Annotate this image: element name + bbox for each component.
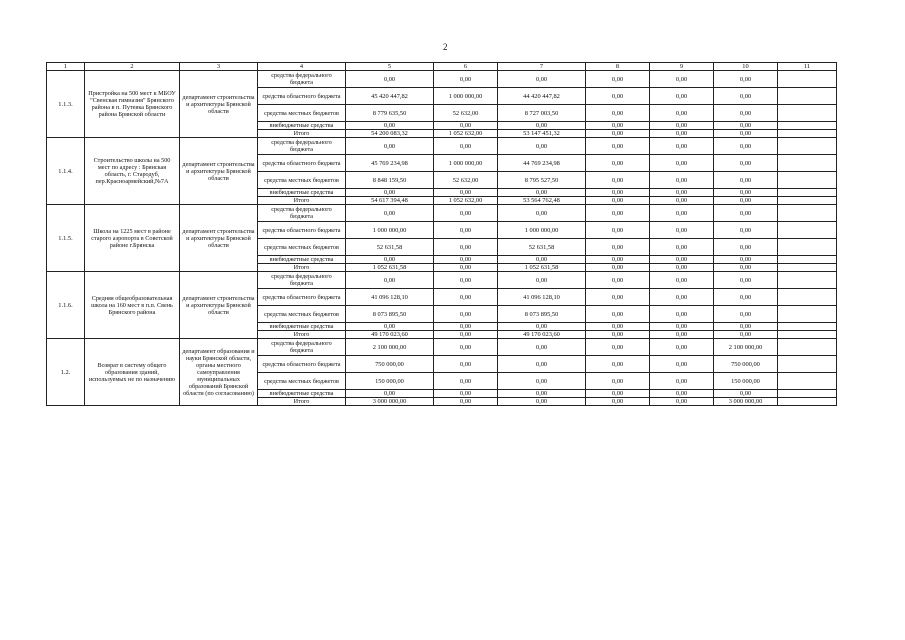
amount-cell: 0,00	[434, 390, 498, 398]
table-row	[47, 71, 837, 88]
funding-source: средства местных бюджетов	[258, 172, 346, 189]
amount-cell: 0,00	[586, 88, 650, 105]
amount-cell: 0,00	[434, 71, 498, 88]
measure-code: 1.1.3.	[47, 71, 85, 138]
funding-source: средства местных бюджетов	[258, 105, 346, 122]
amount-cell: 0,00	[498, 390, 586, 398]
amount-cell: 0,00	[714, 331, 778, 339]
column-number: 5	[346, 63, 434, 71]
funding-source: средства федерального бюджета	[258, 71, 346, 88]
amount-cell: 52 632,00	[434, 172, 498, 189]
funding-source: Итого	[258, 264, 346, 272]
column-number: 10	[714, 63, 778, 71]
amount-cell: 0,00	[714, 205, 778, 222]
column-number: 6	[434, 63, 498, 71]
amount-cell: 0,00	[714, 71, 778, 88]
measure-code: 1.1.5.	[47, 205, 85, 272]
funding-source: внебюджетные средства	[258, 323, 346, 331]
funding-source: внебюджетные средства	[258, 390, 346, 398]
table-row	[47, 339, 837, 356]
amount-cell: 0,00	[714, 239, 778, 256]
responsible-executor: департамент строительства и архитектуры Брянской области	[180, 71, 258, 138]
amount-cell: 54 617 394,48	[346, 197, 434, 205]
amount-cell: 0,00	[586, 264, 650, 272]
amount-cell: 0,00	[346, 122, 434, 130]
amount-cell: 0,00	[650, 172, 714, 189]
amount-cell: 54 200 083,32	[346, 130, 434, 138]
funding-source: средства федерального бюджета	[258, 339, 346, 356]
amount-cell: 45 420 447,82	[346, 88, 434, 105]
amount-cell: 0,00	[434, 122, 498, 130]
amount-cell: 0,00	[714, 289, 778, 306]
amount-cell: 0,00	[434, 189, 498, 197]
amount-cell: 0,00	[586, 256, 650, 264]
amount-cell: 1 000 000,00	[498, 222, 586, 239]
amount-cell: 750 000,00	[714, 356, 778, 373]
empty-cell	[778, 289, 837, 306]
funding-source: средства областного бюджета	[258, 356, 346, 373]
amount-cell: 0,00	[650, 155, 714, 172]
measure-name: Возврат в систему общего образования зданий, используемых не по назначению	[85, 339, 180, 406]
amount-cell: 0,00	[498, 339, 586, 356]
amount-cell: 0,00	[650, 356, 714, 373]
amount-cell: 0,00	[346, 189, 434, 197]
amount-cell: 0,00	[586, 105, 650, 122]
empty-cell	[778, 264, 837, 272]
column-number: 2	[85, 63, 180, 71]
amount-cell: 3 000 000,00	[346, 398, 434, 406]
amount-cell: 8 073 895,50	[498, 306, 586, 323]
amount-cell: 0,00	[650, 222, 714, 239]
amount-cell: 0,00	[346, 138, 434, 155]
amount-cell: 0,00	[586, 356, 650, 373]
amount-cell: 0,00	[346, 256, 434, 264]
column-number: 1	[47, 63, 85, 71]
amount-cell: 0,00	[498, 356, 586, 373]
amount-cell: 1 052 631,58	[346, 264, 434, 272]
empty-cell	[778, 105, 837, 122]
amount-cell: 0,00	[714, 172, 778, 189]
empty-cell	[778, 88, 837, 105]
amount-cell: 0,00	[650, 306, 714, 323]
column-number: 9	[650, 63, 714, 71]
funding-source: Итого	[258, 331, 346, 339]
amount-cell: 0,00	[714, 105, 778, 122]
empty-cell	[778, 373, 837, 390]
funding-source: средства федерального бюджета	[258, 272, 346, 289]
measure-name: Средняя общеобразовательная школа на 160 мест в п.п. Свень Брянского района	[85, 272, 180, 339]
amount-cell: 0,00	[714, 390, 778, 398]
amount-cell: 0,00	[714, 155, 778, 172]
amount-cell: 0,00	[650, 339, 714, 356]
amount-cell: 0,00	[586, 172, 650, 189]
empty-cell	[778, 331, 837, 339]
amount-cell: 0,00	[650, 105, 714, 122]
amount-cell: 0,00	[650, 264, 714, 272]
amount-cell: 0,00	[498, 373, 586, 390]
amount-cell: 0,00	[586, 71, 650, 88]
measure-code: 1.1.4.	[47, 138, 85, 205]
empty-cell	[778, 197, 837, 205]
amount-cell: 0,00	[434, 205, 498, 222]
amount-cell: 0,00	[650, 256, 714, 264]
amount-cell: 0,00	[650, 138, 714, 155]
amount-cell: 0,00	[650, 331, 714, 339]
empty-cell	[778, 323, 837, 331]
amount-cell: 0,00	[434, 373, 498, 390]
amount-cell: 8 727 003,50	[498, 105, 586, 122]
empty-cell	[778, 130, 837, 138]
amount-cell: 0,00	[586, 239, 650, 256]
empty-cell	[778, 398, 837, 406]
empty-cell	[778, 222, 837, 239]
amount-cell: 0,00	[434, 239, 498, 256]
table-row	[47, 272, 837, 289]
amount-cell: 0,00	[586, 272, 650, 289]
funding-source: Итого	[258, 398, 346, 406]
amount-cell: 0,00	[714, 323, 778, 331]
amount-cell: 8 795 527,50	[498, 172, 586, 189]
amount-cell: 0,00	[434, 138, 498, 155]
empty-cell	[778, 339, 837, 356]
amount-cell: 0,00	[346, 71, 434, 88]
amount-cell: 0,00	[714, 130, 778, 138]
amount-cell: 0,00	[650, 398, 714, 406]
amount-cell: 8 779 635,50	[346, 105, 434, 122]
amount-cell: 41 096 128,10	[498, 289, 586, 306]
table-row	[47, 138, 837, 155]
page-number: 2	[443, 42, 448, 52]
amount-cell: 0,00	[650, 272, 714, 289]
amount-cell: 0,00	[714, 222, 778, 239]
amount-cell: 1 052 632,00	[434, 197, 498, 205]
funding-source: средства областного бюджета	[258, 88, 346, 105]
amount-cell: 0,00	[434, 356, 498, 373]
funding-source: Итого	[258, 197, 346, 205]
amount-cell: 0,00	[434, 306, 498, 323]
amount-cell: 0,00	[434, 272, 498, 289]
amount-cell: 0,00	[586, 289, 650, 306]
amount-cell: 0,00	[586, 130, 650, 138]
amount-cell: 0,00	[434, 339, 498, 356]
responsible-executor: департамент строительства и архитектуры Брянской области	[180, 138, 258, 205]
amount-cell: 45 769 234,98	[346, 155, 434, 172]
amount-cell: 1 000 000,00	[434, 155, 498, 172]
amount-cell: 0,00	[346, 323, 434, 331]
column-number: 7	[498, 63, 586, 71]
amount-cell: 0,00	[498, 205, 586, 222]
amount-cell: 0,00	[434, 398, 498, 406]
amount-cell: 52 631,58	[498, 239, 586, 256]
column-number-row	[47, 63, 837, 71]
column-number: 11	[778, 63, 837, 71]
amount-cell: 0,00	[498, 323, 586, 331]
amount-cell: 1 052 632,00	[434, 130, 498, 138]
column-number: 4	[258, 63, 346, 71]
amount-cell: 2 100 000,00	[346, 339, 434, 356]
empty-cell	[778, 122, 837, 130]
amount-cell: 49 170 023,60	[498, 331, 586, 339]
amount-cell: 0,00	[714, 189, 778, 197]
amount-cell: 0,00	[498, 272, 586, 289]
funding-source: средства местных бюджетов	[258, 373, 346, 390]
amount-cell: 0,00	[498, 122, 586, 130]
funding-source: внебюджетные средства	[258, 256, 346, 264]
measure-name: Строительство школы на 500 мест по адресу : Брянская область, г. Стародуб, пер.Красноармейский,№7А	[85, 138, 180, 205]
responsible-executor: департамент строительства и архитектуры Брянской области	[180, 272, 258, 339]
amount-cell: 0,00	[434, 256, 498, 264]
responsible-executor: департамент строительства и архитектуры Брянской области	[180, 205, 258, 272]
amount-cell: 0,00	[586, 306, 650, 323]
table-row	[47, 205, 837, 222]
amount-cell: 3 000 000,00	[714, 398, 778, 406]
amount-cell: 0,00	[714, 138, 778, 155]
amount-cell: 0,00	[498, 189, 586, 197]
measure-name: Школа на 1225 мест в районе старого аэропорта в Советской районе г.Брянска	[85, 205, 180, 272]
amount-cell: 0,00	[650, 373, 714, 390]
funding-source: средства областного бюджета	[258, 222, 346, 239]
empty-cell	[778, 390, 837, 398]
funding-source: средства областного бюджета	[258, 289, 346, 306]
amount-cell: 0,00	[650, 71, 714, 88]
empty-cell	[778, 306, 837, 323]
amount-cell: 53 564 762,48	[498, 197, 586, 205]
amount-cell: 0,00	[650, 205, 714, 222]
empty-cell	[778, 256, 837, 264]
amount-cell: 0,00	[586, 138, 650, 155]
measure-code: 1.2.	[47, 339, 85, 406]
amount-cell: 49 170 023,60	[346, 331, 434, 339]
amount-cell: 0,00	[586, 323, 650, 331]
empty-cell	[778, 272, 837, 289]
amount-cell: 0,00	[650, 289, 714, 306]
funding-source: средства федерального бюджета	[258, 205, 346, 222]
amount-cell: 0,00	[346, 205, 434, 222]
amount-cell: 0,00	[586, 373, 650, 390]
column-number: 3	[180, 63, 258, 71]
amount-cell: 0,00	[714, 264, 778, 272]
amount-cell: 0,00	[498, 256, 586, 264]
amount-cell: 0,00	[586, 205, 650, 222]
amount-cell: 150 000,00	[346, 373, 434, 390]
amount-cell: 0,00	[586, 122, 650, 130]
amount-cell: 0,00	[346, 272, 434, 289]
amount-cell: 0,00	[434, 264, 498, 272]
empty-cell	[778, 138, 837, 155]
amount-cell: 0,00	[586, 197, 650, 205]
amount-cell: 0,00	[714, 256, 778, 264]
amount-cell: 0,00	[714, 306, 778, 323]
responsible-executor: департамент образования и науки Брянской области, органы местного самоуправления муниципальных образований Брянской области (по согласованию)	[180, 339, 258, 406]
empty-cell	[778, 356, 837, 373]
amount-cell: 41 096 128,10	[346, 289, 434, 306]
amount-cell: 0,00	[586, 339, 650, 356]
empty-cell	[778, 205, 837, 222]
amount-cell: 2 100 000,00	[714, 339, 778, 356]
amount-cell: 0,00	[650, 130, 714, 138]
amount-cell: 0,00	[714, 88, 778, 105]
amount-cell: 0,00	[434, 289, 498, 306]
amount-cell: 0,00	[586, 189, 650, 197]
amount-cell: 8 848 159,50	[346, 172, 434, 189]
amount-cell: 1 052 631,58	[498, 264, 586, 272]
amount-cell: 0,00	[650, 390, 714, 398]
amount-cell: 52 631,58	[346, 239, 434, 256]
column-number: 8	[586, 63, 650, 71]
amount-cell: 0,00	[650, 323, 714, 331]
amount-cell: 150 000,00	[714, 373, 778, 390]
amount-cell: 0,00	[586, 331, 650, 339]
amount-cell: 0,00	[650, 197, 714, 205]
amount-cell: 44 420 447,82	[498, 88, 586, 105]
amount-cell: 0,00	[650, 88, 714, 105]
amount-cell: 0,00	[714, 197, 778, 205]
funding-source: Итого	[258, 130, 346, 138]
amount-cell: 0,00	[498, 398, 586, 406]
amount-cell: 8 073 895,50	[346, 306, 434, 323]
amount-cell: 53 147 451,32	[498, 130, 586, 138]
amount-cell: 44 769 234,98	[498, 155, 586, 172]
amount-cell: 0,00	[434, 222, 498, 239]
empty-cell	[778, 239, 837, 256]
amount-cell: 0,00	[586, 398, 650, 406]
amount-cell: 0,00	[586, 222, 650, 239]
amount-cell: 750 000,00	[346, 356, 434, 373]
amount-cell: 0,00	[434, 323, 498, 331]
amount-cell: 0,00	[586, 155, 650, 172]
amount-cell: 0,00	[650, 239, 714, 256]
empty-cell	[778, 172, 837, 189]
amount-cell: 1 000 000,00	[346, 222, 434, 239]
funding-source: средства местных бюджетов	[258, 239, 346, 256]
funding-source: внебюджетные средства	[258, 122, 346, 130]
amount-cell: 0,00	[714, 272, 778, 289]
empty-cell	[778, 71, 837, 88]
amount-cell: 1 000 000,00	[434, 88, 498, 105]
funding-source: средства федерального бюджета	[258, 138, 346, 155]
amount-cell: 0,00	[434, 331, 498, 339]
amount-cell: 0,00	[346, 390, 434, 398]
budget-table	[46, 62, 837, 406]
measure-name: Пристройка на 500 мест к МБОУ "Свенская гимназия" Брянского района в п. Путевка Брянского района Брянской области	[85, 71, 180, 138]
amount-cell: 0,00	[650, 189, 714, 197]
empty-cell	[778, 189, 837, 197]
funding-source: средства областного бюджета	[258, 155, 346, 172]
amount-cell: 0,00	[498, 71, 586, 88]
amount-cell: 0,00	[498, 138, 586, 155]
amount-cell: 0,00	[714, 122, 778, 130]
funding-source: средства местных бюджетов	[258, 306, 346, 323]
amount-cell: 52 632,00	[434, 105, 498, 122]
funding-source: внебюджетные средства	[258, 189, 346, 197]
empty-cell	[778, 155, 837, 172]
amount-cell: 0,00	[650, 122, 714, 130]
measure-code: 1.1.6.	[47, 272, 85, 339]
amount-cell: 0,00	[586, 390, 650, 398]
